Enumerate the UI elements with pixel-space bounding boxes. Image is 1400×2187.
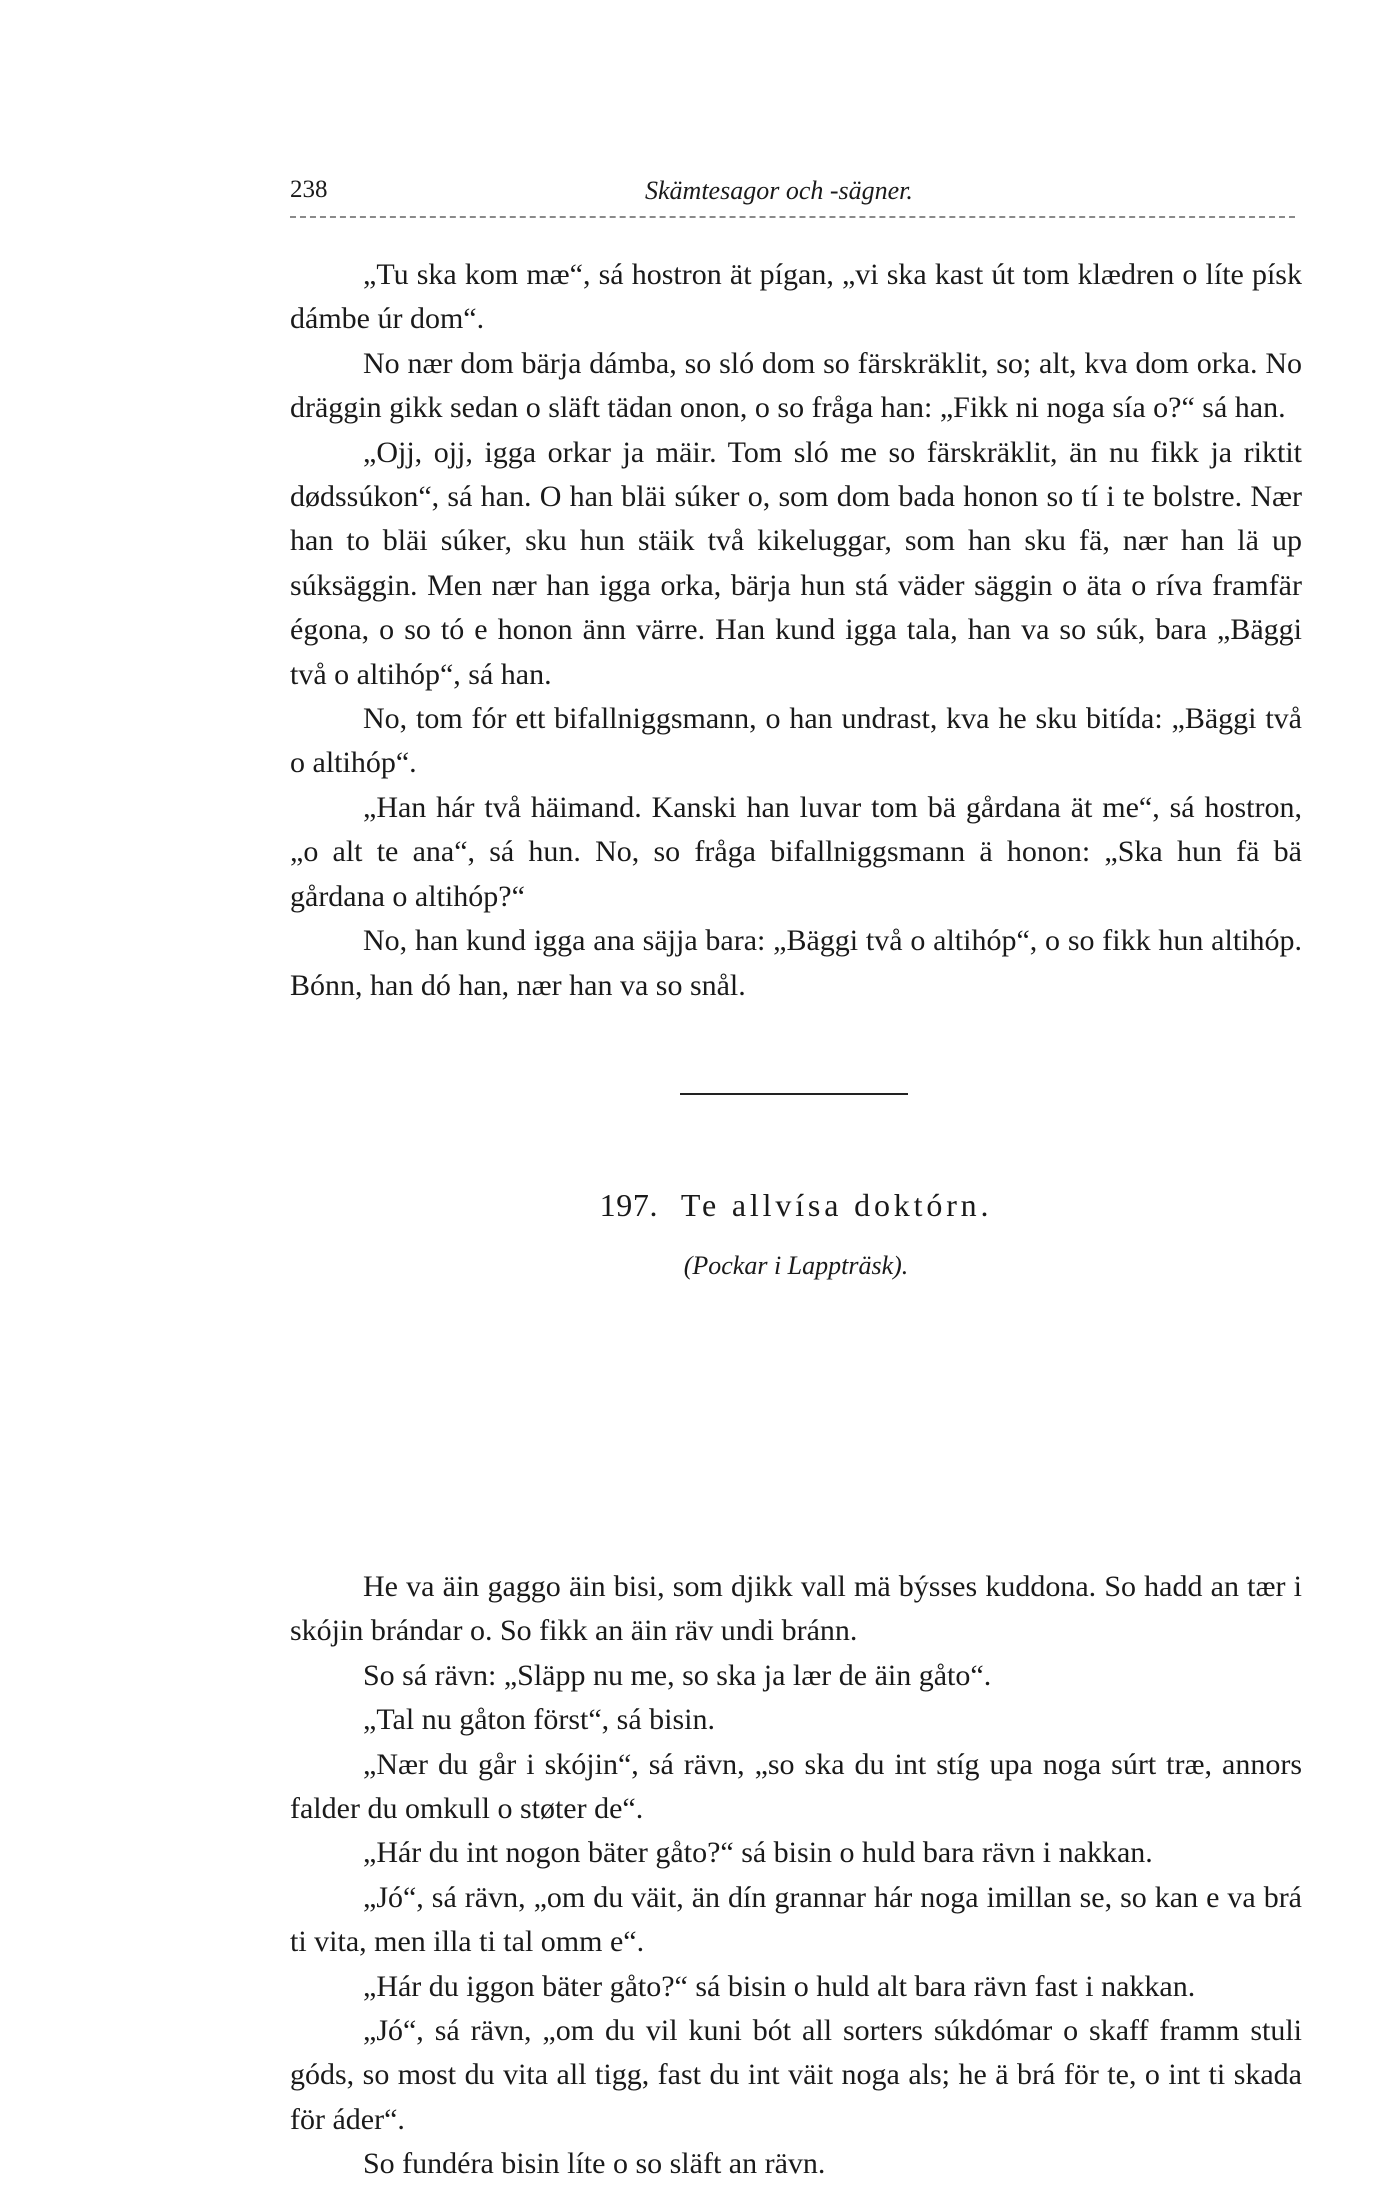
paragraph: „Tu ska kom mæ“, sá hostron ät pígan, „vi ska kast út tom klædren o líte písk dámbe úr dom“. — [290, 258, 1302, 336]
paragraph: „Hár du int nogon bäter gåto?“ sá bisin o huld bara rävn i nakkan. — [363, 1836, 1153, 1870]
paragraph: So sá rävn: „Släpp nu me, so ska ja lær de äin gåto“. — [363, 1658, 992, 1692]
page-number: 238 — [290, 176, 328, 203]
paragraph: „Jó“, sá rävn, „om du väit, än dín grannar hár noga imillan se, so kan e va brá ti vita, men illa ti tal omm e“. — [290, 1880, 1302, 1959]
paragraph: So fundéra bisin líte o so släft an rävn. — [363, 2147, 826, 2181]
story-source: (Pockar i Lappträsk). — [683, 1251, 909, 1280]
paragraph: „Jó“, sá rävn, „om du vil kuni bót all sorters súkdómar o skaff framm stuli góds, so most du vita all tigg, fast du int väit noga als; he ä brá för te, o int ti skada för áder“. — [290, 2014, 1302, 2136]
paragraph: „Han hár två häimand. Kanski han luvar tom bä gårdana ät me“, sá hostron, „o alt te ana“, sá hun. No, so fråga bifallniggsmann ä honon: „Ska hun fä bä gårdana o altihóp?“ — [290, 790, 1302, 913]
paragraph: „Hár du iggon bäter gåto?“ sá bisin o huld alt bara rävn fast i nakkan. — [363, 1969, 1196, 2003]
story-title: Te allvísa doktórn. — [680, 1187, 993, 1223]
paragraph: He va äin gaggo äin bisi, som djikk vall mä býsses kuddona. So hadd an tær i skójin brándar o. So fikk an äin räv undi bránn. — [290, 1570, 1302, 1648]
section-divider — [680, 1093, 908, 1095]
paragraph: No, han kund igga ana säjja bara: „Bäggi två o altihóp“, o so fikk hun altihóp. Bónn, han dó han, nær han va so snål. — [290, 924, 1302, 1002]
paragraph: No, tom fór ett bifallniggsmann, o han undrast, kva he sku bitída: „Bäggi två o altihóp“. — [290, 702, 1302, 780]
story-heading — [290, 1187, 1302, 1224]
paragraph: „Ojj, ojj, igga orkar ja mäir. Tom sló me so färskräklit, än nu fikk ja riktit dødssúkon“, sá han. O han bläi súker o, som dom bada honon so tí i te bolstre. Nær han to bläi súker, sku hun stäik två kikeluggar, som han sku fä, nær han lä up súksäggin. Men nær han igga orka, bärja hun stá väder säggin o äta o ríva framfär égona, o so tó e honon änn värre. Han kund igga tala, han va so súk, bara „Bäggi två o altihóp“, sá han. — [290, 435, 1302, 691]
running-head — [290, 176, 1300, 220]
paragraph: „Tal nu gåton först“, sá bisin. — [363, 1703, 715, 1737]
story-197-text — [290, 1565, 1302, 2187]
header-rule — [290, 216, 1295, 218]
paragraph: No nær dom bärja dámba, so sló dom so färskräklit, so; alt, kva dom orka. No dräggin gikk sedan o släft tädan onon, o so fråga han: „Fikk ni noga sía o?“ sá han. — [290, 346, 1302, 425]
paragraph: „Nær du går i skójin“, sá rävn, „so ska du int stíg upa noga súrt træ, annors falder du omkull o støter de“. — [290, 1747, 1302, 1826]
running-title: Skämtesagor och -sägner. — [645, 176, 913, 205]
story-number: 197. — [599, 1187, 659, 1223]
story-196-ending — [290, 253, 1302, 1008]
